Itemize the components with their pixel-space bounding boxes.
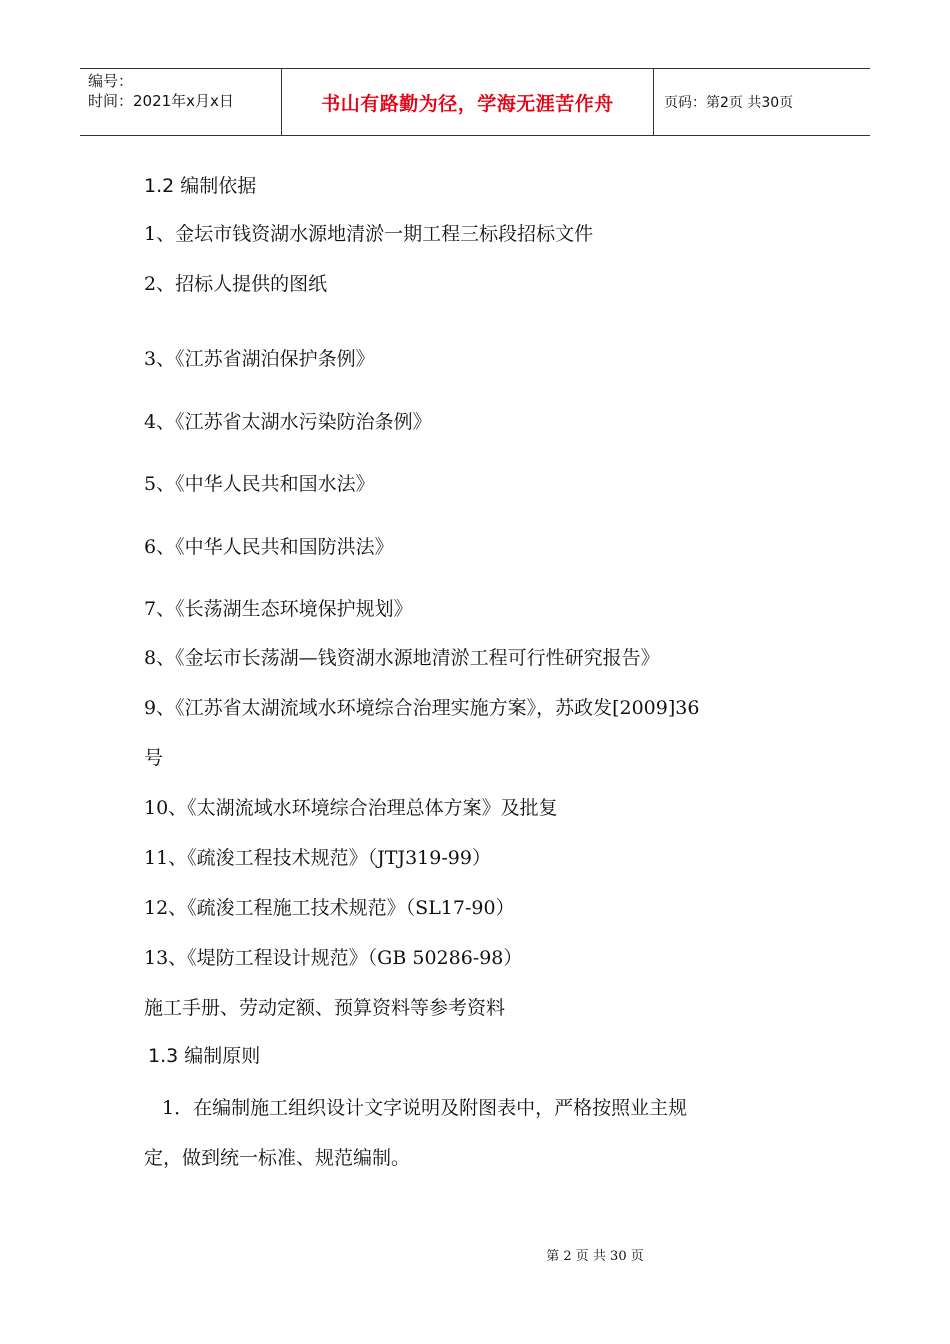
- list-item: 10、《太湖流域水环境综合治理总体方案》及批复: [144, 797, 558, 819]
- list-item-continuation: 号: [144, 747, 164, 769]
- list-item: 6、《中华人民共和国防洪法》: [144, 536, 394, 558]
- list-item: 12、《疏浚工程施工技术规范》（SL17-90）: [144, 897, 515, 919]
- list-item: 3、《江苏省湖泊保护条例》: [144, 348, 375, 370]
- list-item: 施工手册、劳动定额、预算资料等参考资料: [144, 997, 506, 1019]
- list-item: 4、《江苏省太湖水污染防治条例》: [144, 411, 432, 433]
- list-item: 9、《江苏省太湖流域水环境综合治理实施方案》，苏政发[2009]36: [144, 697, 700, 719]
- list-item: 11、《疏浚工程技术规范》（JTJ319-99）: [144, 847, 491, 869]
- page-footer: [0, 1245, 950, 1264]
- document-number-label: 编号：: [88, 72, 134, 90]
- section-heading-1-3: 1.3 编制原则: [148, 1045, 261, 1067]
- list-item: 2、招标人提供的图纸: [144, 273, 328, 295]
- principle-paragraph-line: 1．在编制施工组织设计文字说明及附图表中，严格按照业主规: [162, 1097, 688, 1119]
- section-heading-1-2: 1.2 编制依据: [144, 175, 257, 197]
- header-motto: 书山有路勤为径，学海无涯苦作舟: [321, 92, 614, 115]
- header-meta-cell: [80, 69, 282, 135]
- footer-page-number: 第 2 页 共 30 页: [546, 1249, 644, 1264]
- list-item: 1、金坛市钱资湖水源地清淤一期工程三标段招标文件: [144, 223, 594, 245]
- header-page-info: 页码：第2页 共30页: [664, 95, 794, 111]
- header-page-cell: [654, 69, 870, 135]
- list-item: 7、《长荡湖生态环境保护规划》: [144, 598, 413, 620]
- page-header: [80, 68, 870, 136]
- list-item: 5、《中华人民共和国水法》: [144, 473, 375, 495]
- document-date: 时间：2021年x月x日: [88, 92, 234, 110]
- list-item: 13、《堤防工程设计规范》（GB 50286-98）: [144, 947, 523, 969]
- header-motto-cell: [282, 69, 654, 135]
- principle-paragraph-line: 定，做到统一标准、规范编制。: [144, 1147, 411, 1169]
- list-item: 8、《金坛市长荡湖—钱资湖水源地清淤工程可行性研究报告》: [144, 647, 660, 669]
